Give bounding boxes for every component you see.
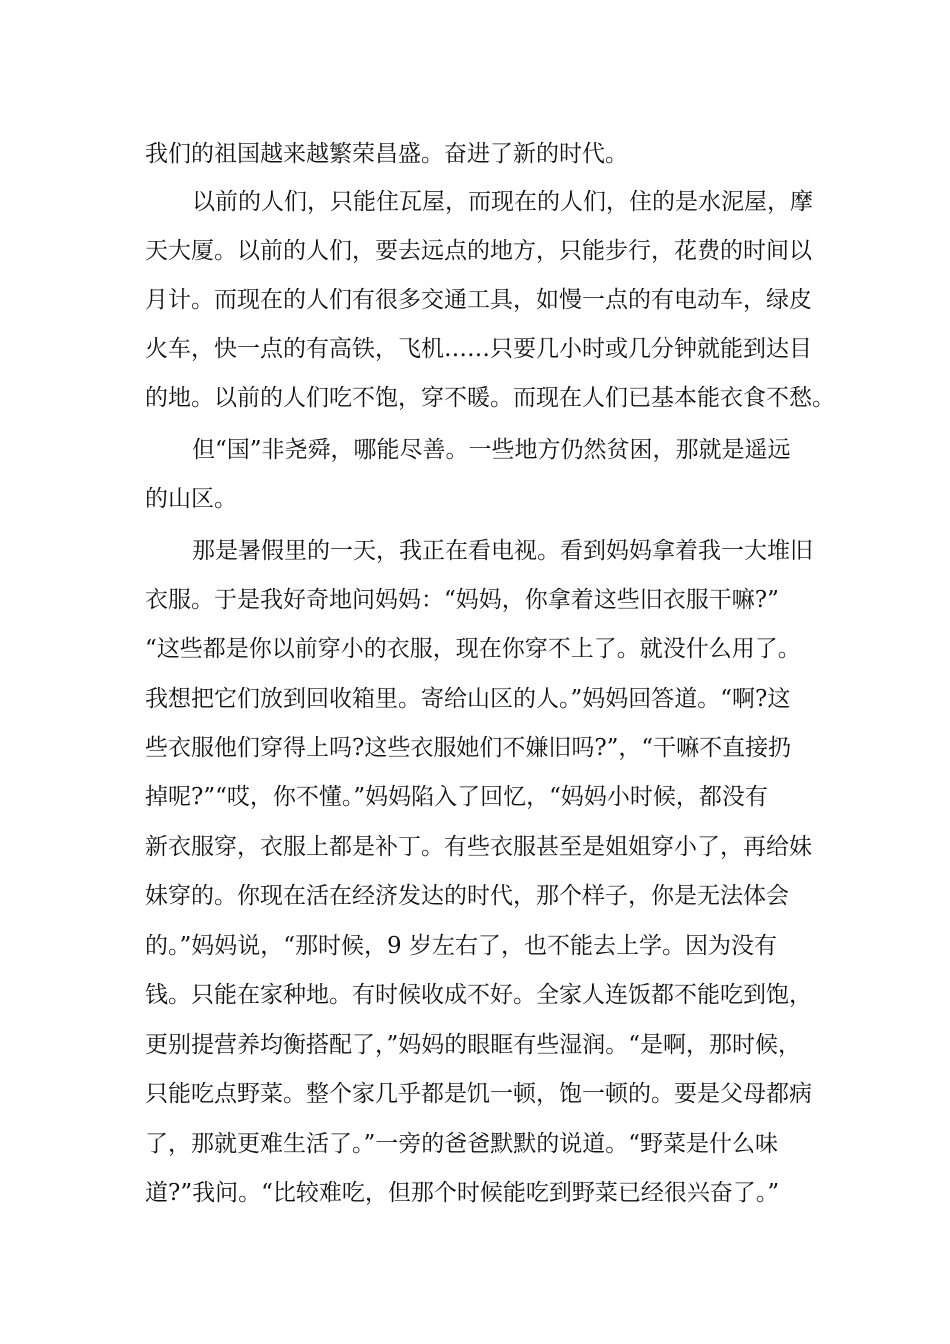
text-line: 我想把它们放到回收箱里。寄给山区的人。”妈妈回答道。“啊?这 — [145, 686, 791, 712]
text-line: 更别提营养均衡搭配了，”妈妈的眼眶有些湿润。“是啊，那时候， — [145, 1032, 802, 1058]
text-line: 我们的祖国越来越繁荣昌盛。奋进了新的时代。 — [145, 141, 628, 167]
text-line: 的。”妈妈说，“那时候，9 岁左右了，也不能去上学。因为没有 — [145, 933, 777, 959]
text-line: 天大厦。以前的人们，要去远点的地方，只能步行，花费的时间以 — [145, 238, 812, 264]
text-line: 钱。只能在家种地。有时候收成不好。全家人连饭都不能吃到饱， — [145, 982, 812, 1008]
text-line: 道?”我问。“比较难吃，但那个时候能吃到野菜已经很兴奋了。” — [145, 1180, 780, 1206]
text-line: 掉呢?”“哎，你不懂。”妈妈陷入了回忆，“妈妈小时候，都没有 — [145, 784, 768, 810]
text-line: 那是暑假里的一天，我正在看电视。看到妈妈拿着我一大堆旧 — [192, 538, 813, 564]
text-line: “这些都是你以前穿小的衣服，现在你穿不上了。就没什么用了。 — [145, 636, 801, 662]
text-line: 的地。以前的人们吃不饱，穿不暖。而现在人们已基本能衣食不愁。 — [145, 385, 835, 411]
text-line: 但“国”非尧舜，哪能尽善。一些地方仍然贫困，那就是遥远 — [192, 437, 791, 463]
text-line: 只能吃点野菜。整个家几乎都是饥一顿，饱一顿的。要是父母都病 — [145, 1081, 812, 1107]
text-line: 了，那就更难生活了。”一旁的爸爸默默的说道。“野菜是什么味 — [145, 1131, 779, 1157]
text-line: 的山区。 — [145, 486, 237, 512]
text-line: 火车，快一点的有高铁，飞机……只要几小时或几分钟就能到达目 — [145, 336, 812, 362]
text-line: 衣服。于是我好奇地问妈妈：“妈妈，你拿着这些旧衣服干嘛?” — [145, 587, 779, 613]
text-line: 新衣服穿，衣服上都是补丁。有些衣服甚至是姐姐穿小了，再给妹 — [145, 834, 812, 860]
text-line: 月计。而现在的人们有很多交通工具，如慢一点的有电动车，绿皮 — [145, 287, 812, 313]
text-line: 妹穿的。你现在活在经济发达的时代，那个样子，你是无法体会 — [145, 883, 789, 909]
text-line: 以前的人们，只能住瓦屋，而现在的人们，住的是水泥屋，摩 — [192, 189, 813, 215]
text-line: 些衣服他们穿得上吗?这些衣服她们不嫌旧吗?”，“干嘛不直接扔 — [145, 735, 792, 761]
